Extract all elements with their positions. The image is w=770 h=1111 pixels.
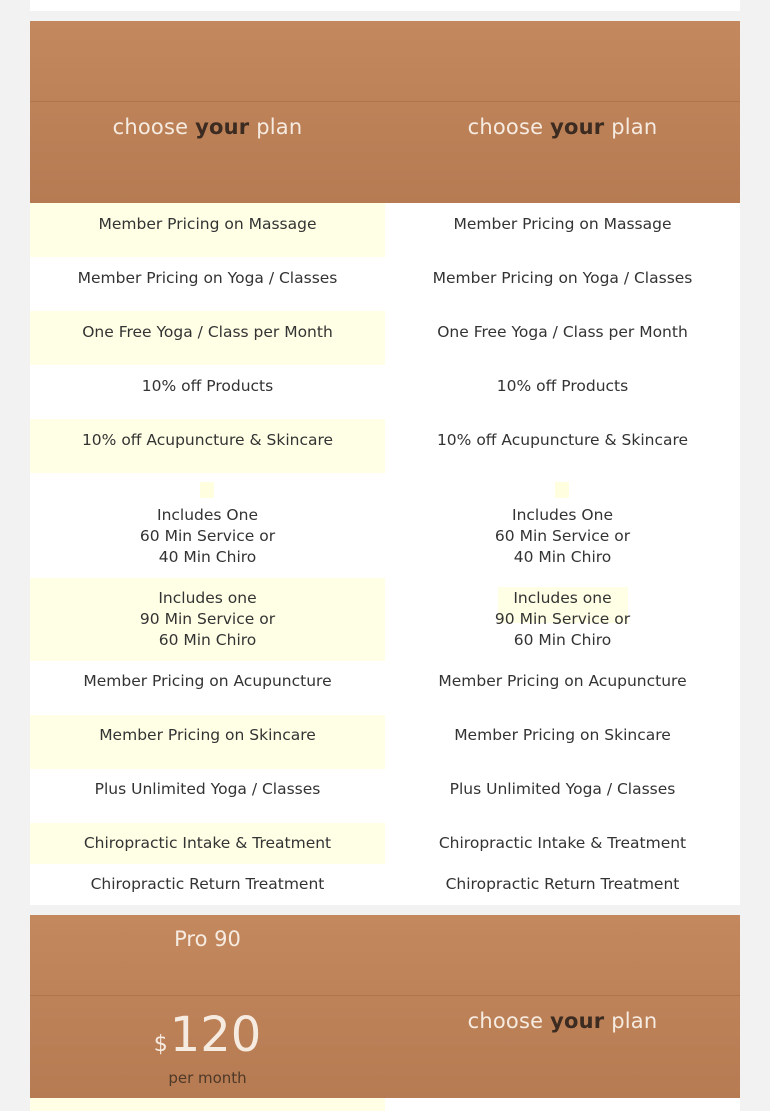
marker: [555, 482, 569, 498]
feature-left: Plus Unlimited Yoga / Classes: [94, 780, 321, 798]
plan-name: Pro 90: [174, 927, 241, 951]
feature-right: Chiropractic Intake & Treatment: [438, 834, 687, 852]
feature-left: Includes one 90 Min Service or 60 Min Chiro: [139, 589, 276, 649]
feature-right: Member Pricing on Acupuncture: [438, 672, 687, 690]
choose-plan-link-right[interactable]: [385, 1009, 740, 1033]
choose-plan-link-right[interactable]: [385, 115, 740, 139]
feature-left: One Free Yoga / Class per Month: [82, 323, 333, 341]
feature-right: Member Pricing on Skincare: [454, 726, 671, 744]
feature-right: One Free Yoga / Class per Month: [437, 323, 688, 341]
feature-left: Chiropractic Return Treatment: [90, 875, 325, 893]
feature-left: Chiropractic Intake & Treatment: [83, 834, 332, 852]
cta-pre: choose: [467, 1009, 544, 1033]
cta-bold: your: [550, 115, 605, 139]
header-divider: [30, 995, 740, 996]
feature-right: 10% off Acupuncture & Skincare: [436, 431, 689, 449]
cta-pre: choose: [112, 115, 189, 139]
previous-table-bottom: [30, 0, 740, 11]
feature-left: 10% off Acupuncture & Skincare: [81, 431, 334, 449]
feature-right: Member Pricing on Massage: [453, 215, 672, 233]
cta-post: plan: [256, 115, 303, 139]
cta-post: plan: [611, 1009, 658, 1033]
feature-table: [30, 203, 740, 905]
cta-bold: your: [550, 1009, 605, 1033]
feature-left: Member Pricing on Massage: [98, 215, 317, 233]
price-period: per month: [168, 1069, 247, 1087]
feature-right: Chiropractic Return Treatment: [445, 875, 680, 893]
header-divider: [30, 101, 740, 102]
price-amount: 120: [169, 1007, 262, 1063]
cta-post: plan: [611, 115, 658, 139]
cta-pre: choose: [467, 115, 544, 139]
marker: [200, 482, 214, 498]
next-table-top: [30, 1098, 740, 1111]
price: [30, 1007, 385, 1063]
feature-right: Member Pricing on Yoga / Classes: [432, 269, 693, 287]
price-currency: $: [153, 1032, 168, 1057]
row-highlight: [30, 1098, 385, 1111]
pro90-header: [30, 915, 740, 1098]
choose-plan-link-left[interactable]: [30, 115, 385, 139]
feature-right: Includes One 60 Min Service or 40 Min Chiro: [494, 506, 631, 566]
plan-header: [30, 21, 740, 203]
feature-left: Member Pricing on Yoga / Classes: [77, 269, 338, 287]
feature-right: 10% off Products: [496, 377, 629, 395]
feature-right: Includes one 90 Min Service or 60 Min Chiro: [494, 589, 631, 649]
cta-bold: your: [195, 115, 250, 139]
feature-right: Plus Unlimited Yoga / Classes: [449, 780, 676, 798]
feature-left: 10% off Products: [141, 377, 274, 395]
feature-left: Member Pricing on Skincare: [99, 726, 316, 744]
feature-left: Member Pricing on Acupuncture: [83, 672, 332, 690]
feature-left: Includes One 60 Min Service or 40 Min Chiro: [139, 506, 276, 566]
